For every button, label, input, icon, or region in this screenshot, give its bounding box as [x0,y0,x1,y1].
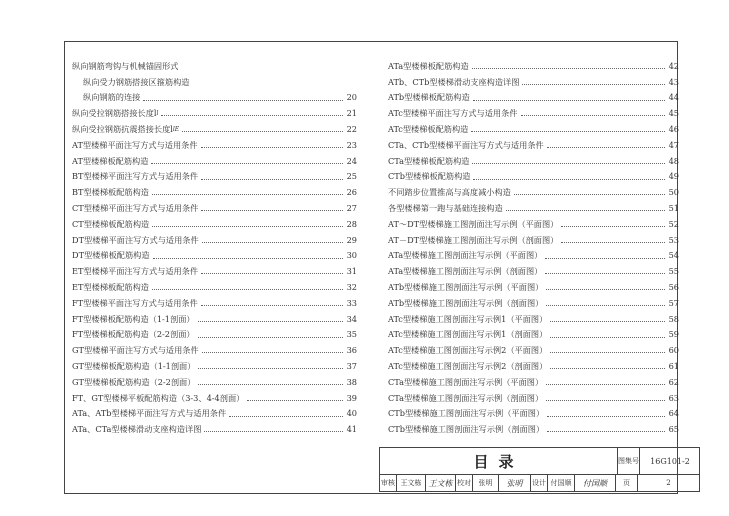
toc-dot-leader [198,383,343,385]
toc-entry [388,198,679,212]
toc-entry-title: ATc型楼梯施工图剖面注写示例2（剖面图） [388,360,548,371]
toc-entry [72,277,357,291]
toc-entry-title: ATa型楼梯施工图剖面注写示例（剖面图） [388,266,543,277]
toc-entry-title: GT型楼梯板配筋构造（1-1剖面） [72,360,196,371]
toc-entry [72,198,357,212]
toc-entry-title: ATc型楼梯施工图剖面注写示例2（平面图） [388,345,548,356]
toc-dot-leader [229,415,343,417]
toc-entry-page: 55 [668,266,679,277]
toc-dot-leader [201,304,343,306]
check-label: 校对 [456,475,473,491]
toc-entry-title: ATa、ATb型楼梯平面注写方式与适用条件 [72,408,227,419]
toc-entry [388,182,679,196]
toc-entry-page: 64 [668,408,679,419]
title-block [379,447,700,492]
toc-entry-title: ET型楼梯平面注写方式与适用条件 [72,266,199,277]
toc-entry [72,135,357,149]
toc-dot-leader [545,257,665,259]
toc-dot-leader [522,83,665,85]
toc-entry-page: 48 [668,155,679,166]
toc-entry-title: 纵向钢筋的连接 [83,92,141,103]
toc-dot-leader [201,272,343,274]
toc-entry-page: 63 [668,392,679,403]
toc-dot-leader [198,367,343,369]
toc-dot-leader [204,430,343,432]
design-label: 设计 [531,475,548,491]
toc-dot-leader [546,399,665,401]
toc-entry [72,309,357,323]
designer-signature: 付国顺 [575,475,616,491]
toc-dot-leader [182,130,343,132]
toc-dot-leader [547,415,665,417]
toc-dot-leader [152,225,343,227]
toc-entry-title: AT～DT型楼梯施工图剖面注写示例（平面图） [388,218,559,229]
toc-entry-title: FT型楼梯板配筋构造（1-1剖面） [72,313,195,324]
page-label: 页 [616,475,638,491]
toc-dot-leader [561,225,665,227]
toc-entry-title: CT型楼梯平面注写方式与适用条件 [72,202,199,213]
toc-entry-title: 不同踏步位置推高与高度减小构造 [388,187,511,198]
page-number: 2 [666,479,671,487]
designer-name: 付国顺 [548,475,575,491]
toc-entry [388,293,679,307]
toc-entry-page: 25 [346,171,357,182]
toc-entry-title: ATc型楼梯板配筋构造 [388,123,469,134]
toc-entry [388,277,679,291]
toc-entry [72,72,357,86]
signature-row [380,475,699,491]
toc-entry-title: ATb型楼梯施工图剖面注写示例（剖面图） [388,297,544,308]
toc-entry-page: 58 [668,313,679,324]
toc-entry [388,325,679,339]
toc-dot-leader [201,178,343,180]
toc-dot-leader [152,288,343,290]
toc-entry [388,388,679,402]
review-label: 审核 [380,475,397,491]
toc-entry-title: ATa型楼梯板配筋构造 [388,60,469,71]
toc-entry-title: CTa型楼梯施工图剖面注写示例（平面图） [388,376,544,387]
toc-entry-page: 24 [346,155,357,166]
toc-dot-leader [545,272,665,274]
toc-dot-leader [201,209,343,211]
toc-entry-title: BT型楼梯平面注写方式与适用条件 [72,171,199,182]
toc-entry-page: 32 [346,281,357,292]
toc-dot-leader [143,99,343,101]
toc-entry-page: 22 [346,123,357,134]
toc-entry [388,88,679,102]
toc-entry-page: 57 [668,297,679,308]
toc-entry-page: 50 [668,187,679,198]
toc-entry-page: 36 [346,345,357,356]
toc-entry-page: 44 [668,92,679,103]
toc-dot-leader [472,67,665,69]
toc-entry-title: GT型楼梯板配筋构造（2-2剖面） [72,376,196,387]
toc-entry-title: CTa型楼梯板配筋构造 [388,155,470,166]
toc-dot-leader [181,68,343,69]
toc-entry-page: 53 [668,234,679,245]
toc-entry [388,135,679,149]
toc-left-column [72,56,357,436]
toc-dot-leader [521,114,666,116]
toc-entry-page: 23 [346,139,357,150]
toc-entry [388,419,679,433]
toc-entry-subscript: lE [172,126,180,134]
toc-entry-title: ET型楼梯板配筋构造 [72,281,149,292]
toc-dot-leader [473,99,665,101]
toc-dot-leader [514,193,665,195]
toc-dot-leader [506,209,665,211]
toc-dot-leader [547,146,665,148]
toc-entry [72,151,357,165]
toc-entry [388,372,679,386]
toc-dot-leader [202,351,343,353]
toc-entry-page: 35 [346,329,357,340]
toc-entry-title: CTa型楼梯施工图剖面注写示例（剖面图） [388,392,544,403]
toc-entry [72,419,357,433]
toc-entry [72,356,357,370]
toc-entry-title: CTb型楼梯板配筋构造 [388,171,471,182]
toc-entry-page: 60 [668,345,679,356]
toc-entry [72,388,357,402]
toc-entry [72,404,357,418]
toc-entry [72,246,357,260]
toc-dot-leader [151,162,343,164]
toc-entry-page: 65 [668,424,679,435]
toc-entry [388,151,679,165]
toc-entry-title: CT型楼梯板配筋构造 [72,218,150,229]
toc-entry [72,182,357,196]
toc-entry-page: 28 [346,218,357,229]
toc-dot-leader [550,351,665,353]
toc-dot-leader [473,178,665,180]
toc-entry-title: 纵向受力钢筋搭接区箍筋构造 [83,76,190,87]
toc-entry [72,103,357,117]
toc-dot-leader [547,430,665,432]
toc-entry [72,372,357,386]
toc-entry-title: ATc型楼梯平面注写方式与适用条件 [388,108,518,119]
toc-entry-title: 纵向受拉钢筋抗震搭接长度l [72,123,173,134]
toc-entry [388,214,679,228]
toc-dot-leader [546,304,665,306]
toc-dot-leader [546,383,665,385]
toc-dot-leader [192,84,343,85]
toc-entry-title: FT型楼梯板配筋构造（2-2剖面） [72,329,195,340]
atlas-number-value: 16G101-2 [650,456,690,466]
toc-entry-page: 29 [346,234,357,245]
toc-entry-page: 40 [346,408,357,419]
toc-entry [388,309,679,323]
toc-entry-title: ATc型楼梯施工图剖面注写示例1（剖面图） [388,329,548,340]
toc-entry-page: 39 [346,392,357,403]
toc-entry-title: 各型楼梯第一跑与基础连接构造 [388,202,503,213]
toc-entry-title: AT型楼梯板配筋构造 [72,155,149,166]
toc-entry-title: FT、GT型楼梯平板配筋构造（3-3、4-4剖面） [72,392,245,403]
toc-entry-page: 21 [346,108,357,119]
toc-entry-title: FT型楼梯平面注写方式与适用条件 [72,297,198,308]
toc-dot-leader [161,114,343,116]
atlas-number-label: 图集号 [618,448,640,474]
toc-dot-leader [153,257,343,259]
toc-entry-title: ATb型楼梯板配筋构造 [388,92,470,103]
toc-dot-leader [550,367,665,369]
toc-dot-leader [198,320,343,322]
toc-entry-page: 42 [668,60,679,71]
toc-entry [388,103,679,117]
toc-entry [388,340,679,354]
toc-dot-leader [472,162,665,164]
toc-entry [72,119,357,133]
toc-entry-page: 43 [668,76,679,87]
toc-entry-page: 27 [346,202,357,213]
toc-dot-leader [546,288,665,290]
toc-dot-leader [550,336,665,338]
toc-entry [388,356,679,370]
toc-entry-page: 52 [668,218,679,229]
toc-entry-page: 33 [346,297,357,308]
toc-entry-title: AT－DT型楼梯施工图剖面注写示例（剖面图） [388,234,559,245]
toc-entry [388,261,679,275]
toc-entry-page: 56 [668,281,679,292]
toc-entry-page: 54 [668,250,679,261]
toc-entry [72,88,357,102]
toc-entry-page: 30 [346,250,357,261]
reviewer-signature: 王文栋 [426,475,456,491]
toc-entry-page: 20 [346,92,357,103]
toc-entry-page: 62 [668,376,679,387]
title-block-title: 目录 [380,448,618,474]
toc-entry-title: CTb型楼梯施工图剖面注写示例（剖面图） [388,424,545,435]
toc-entry-title: 纵向受拉钢筋搭接长度l [72,108,157,119]
toc-entry-page: 51 [668,202,679,213]
checker-signature: 张明 [499,475,531,491]
toc-entry-page: 49 [668,171,679,182]
toc-entry-title: ATc型楼梯施工图剖面注写示例1（平面图） [388,313,548,324]
toc-entry [72,325,357,339]
reviewer-name: 王文栋 [397,475,426,491]
toc-entry-page: 46 [668,123,679,134]
toc-entry-page: 45 [668,108,679,119]
toc-entry-page: 59 [668,329,679,340]
toc-entry-title: CTb型楼梯施工图剖面注写示例（平面图） [388,408,545,419]
toc-entry-title: BT型楼梯板配筋构造 [72,187,149,198]
toc-entry-title: CTa、CTb型楼梯平面注写方式与适用条件 [388,139,544,150]
toc-dot-leader [198,336,343,338]
toc-entry-page: 41 [346,424,357,435]
toc-entry-title: DT型楼梯板配筋构造 [72,250,150,261]
toc-entry-title: ATb、CTb型楼梯滑动支座构造详图 [388,76,520,87]
toc-entry-page: 61 [668,360,679,371]
toc-entry-page: 26 [346,187,357,198]
toc-entry [72,340,357,354]
toc-entry [72,293,357,307]
toc-dot-leader [550,320,665,322]
toc-dot-leader [561,241,665,243]
toc-entry [72,167,357,181]
toc-entry-title: ATa型楼梯施工图剖面注写示例（平面图） [388,250,543,261]
toc-entry [72,214,357,228]
toc-entry [388,167,679,181]
toc-entry-title: GT型楼梯平面注写方式与适用条件 [72,345,199,356]
toc-entry-title: ATb型楼梯施工图剖面注写示例（平面图） [388,281,544,292]
toc-entry [388,72,679,86]
toc-entry [72,261,357,275]
toc-entry [72,230,357,244]
toc-entry-page: 38 [346,376,357,387]
toc-entry-page: 34 [346,313,357,324]
toc-entry [388,230,679,244]
toc-entry [388,56,679,70]
toc-entry-page: 31 [346,266,357,277]
toc-entry-page: 47 [668,139,679,150]
toc-entry [388,404,679,418]
toc-dot-leader [201,146,343,148]
toc-dot-leader [152,193,343,195]
toc-entry-title: ATa、CTa型楼梯滑动支座构造详图 [72,424,202,435]
toc-entry-title: AT型楼梯平面注写方式与适用条件 [72,139,198,150]
toc-dot-leader [247,399,343,401]
toc-entry-title: 纵向钢筋弯钩与机械锚固形式 [72,60,179,71]
checker-name: 张明 [473,475,499,491]
toc-entry [388,119,679,133]
toc-entry-title: DT型楼梯平面注写方式与适用条件 [72,234,199,245]
toc-entry [388,246,679,260]
toc-right-column [388,56,679,436]
toc-entry-page: 37 [346,360,357,371]
toc-dot-leader [202,241,343,243]
toc-dot-leader [471,130,665,132]
toc-entry-subscript: l [156,110,159,118]
toc-entry [72,56,357,70]
